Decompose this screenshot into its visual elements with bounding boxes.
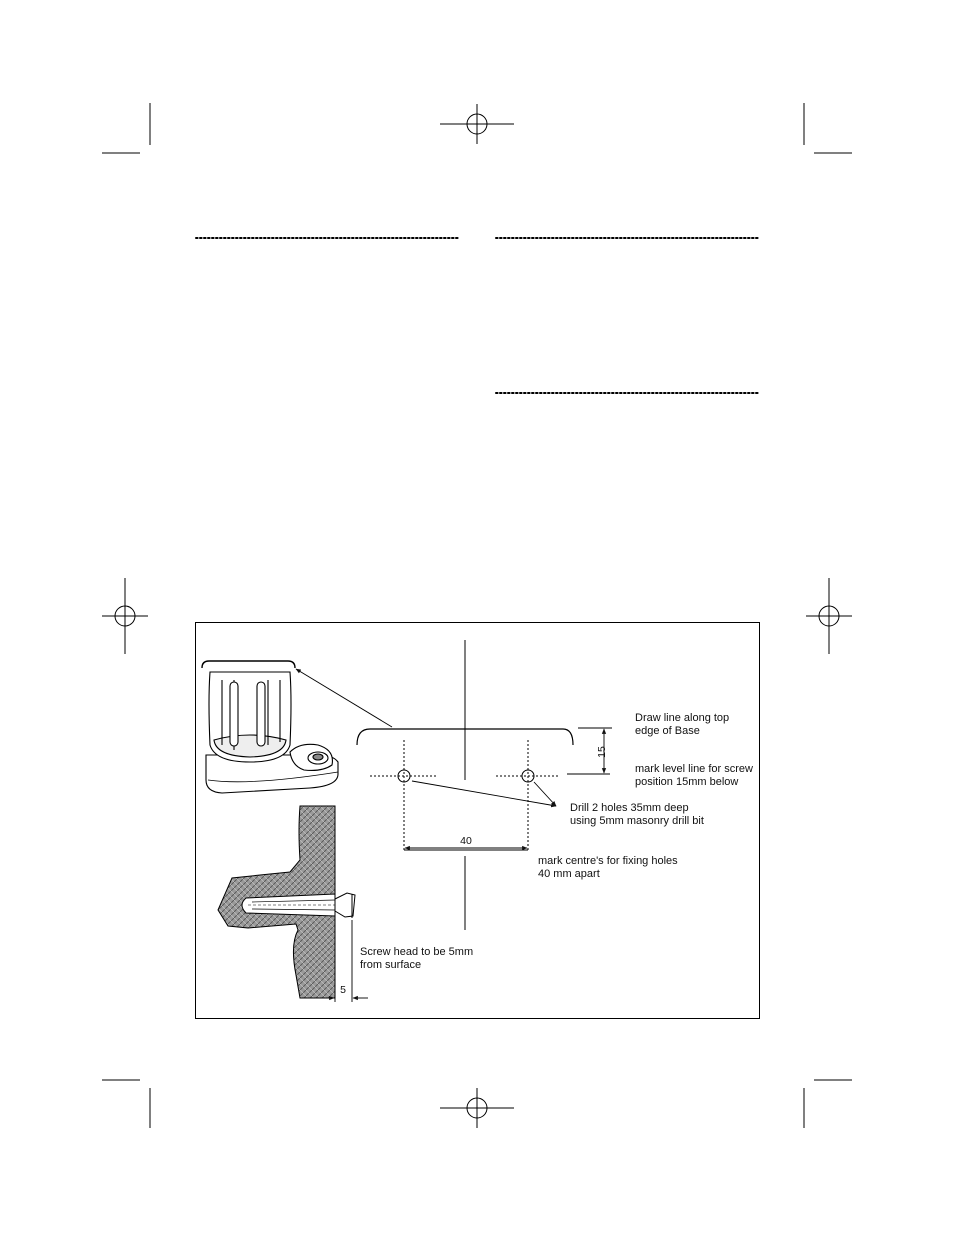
filter-base-illustration bbox=[202, 661, 338, 793]
registration-mark-left bbox=[102, 578, 148, 654]
note-centres-2: 40 mm apart bbox=[538, 868, 600, 880]
note-level-1: mark level line for screw bbox=[635, 763, 753, 775]
wall-template bbox=[357, 640, 610, 930]
dimension-5-label: 5 bbox=[340, 984, 346, 996]
note-screw-1: Screw head to be 5mm bbox=[360, 946, 474, 958]
registration-mark-bottom bbox=[440, 1088, 514, 1128]
registration-mark-top bbox=[440, 104, 514, 144]
dimension-40 bbox=[404, 848, 528, 850]
registration-mark-right bbox=[806, 578, 852, 654]
leader-line bbox=[296, 669, 392, 727]
note-centres-1: mark centre's for fixing holes bbox=[538, 855, 678, 867]
note-top-edge-2: edge of Base bbox=[635, 725, 700, 737]
drill-leaders bbox=[412, 781, 556, 806]
crop-marks bbox=[102, 103, 852, 1128]
note-screw-2: from surface bbox=[360, 959, 422, 971]
section-dividers bbox=[196, 238, 759, 393]
note-drill-1: Drill 2 holes 35mm deep bbox=[570, 802, 689, 814]
note-top-edge-1: Draw line along top bbox=[635, 712, 730, 724]
dimension-15-label: 15 bbox=[596, 746, 608, 758]
note-drill-2: using 5mm masonry drill bit bbox=[570, 815, 704, 827]
dimension-40-label: 40 bbox=[460, 835, 472, 847]
note-level-2: position 15mm below bbox=[635, 776, 739, 788]
